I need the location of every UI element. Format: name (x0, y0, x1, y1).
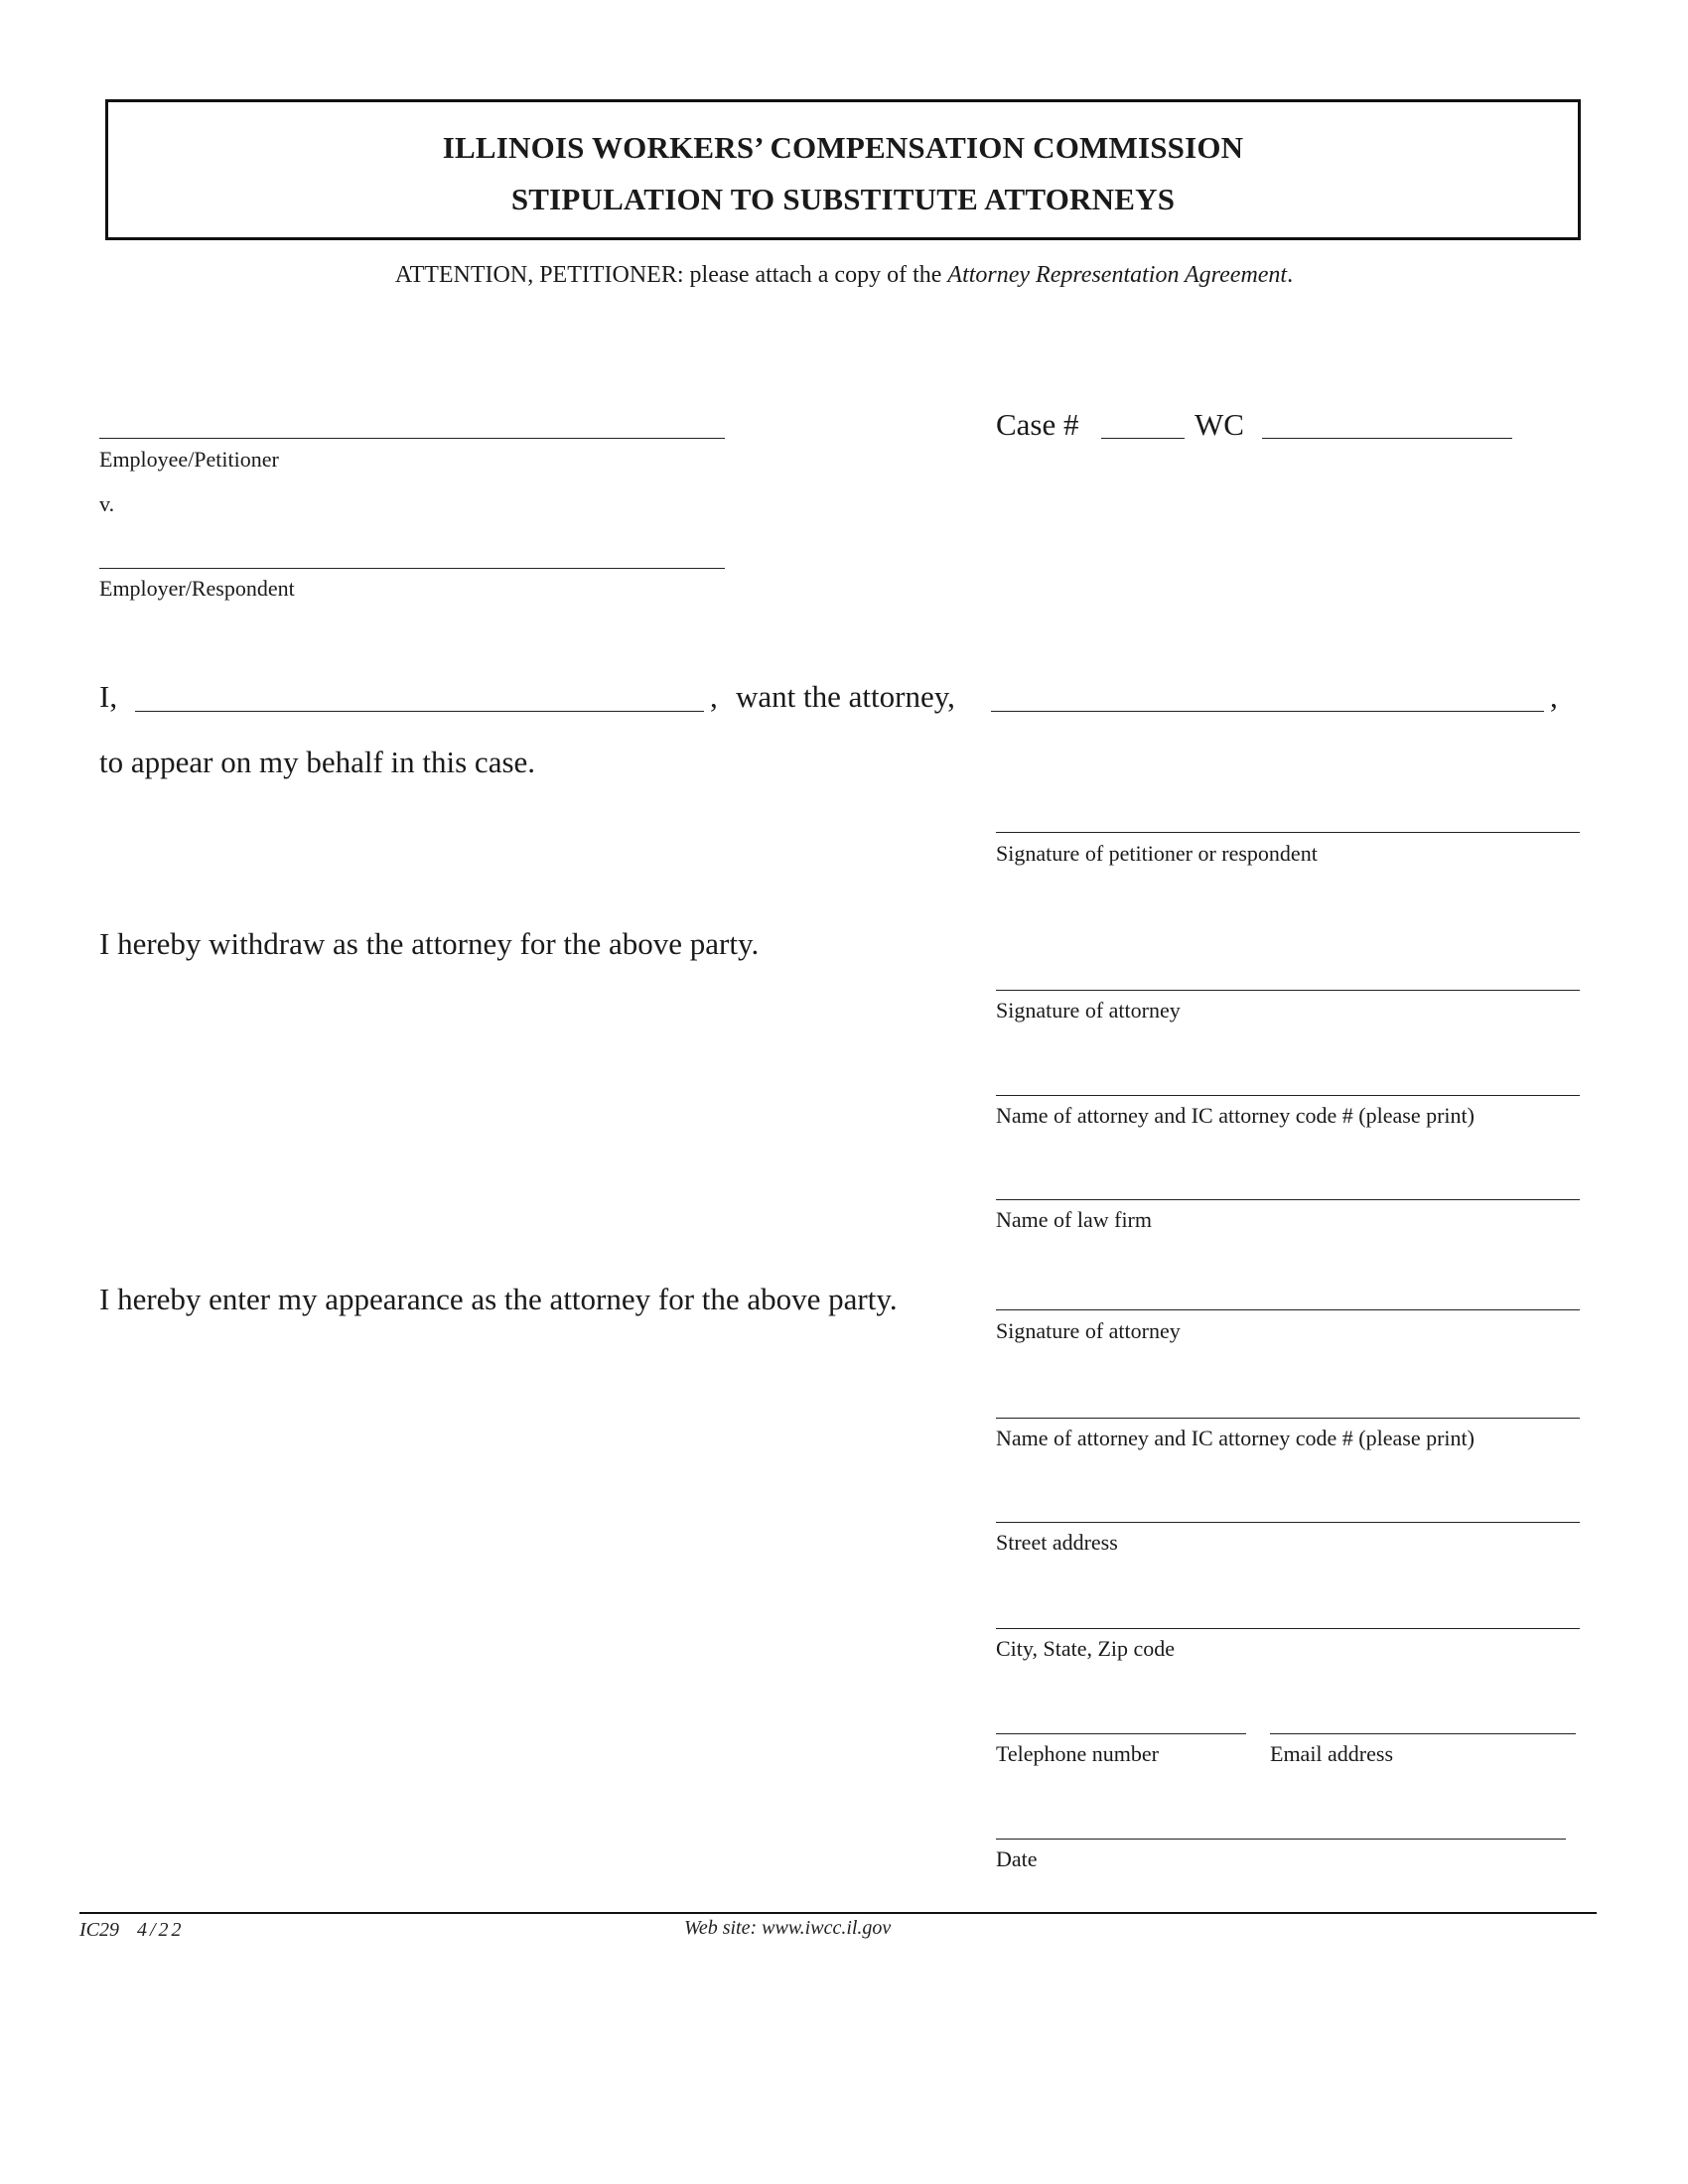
case-wc-number-field[interactable] (1262, 438, 1512, 439)
withdraw-statement: I hereby withdraw as the attorney for the above party. (99, 926, 760, 961)
form-code: IC29 (79, 1919, 119, 1941)
employer-respondent-label: Employer/Respondent (99, 576, 295, 601)
form-revision: 4/22 (137, 1919, 185, 1941)
date-label: Date (996, 1846, 1038, 1871)
email-label: Email address (1270, 1741, 1394, 1766)
employee-petitioner-label: Employee/Petitioner (99, 447, 279, 472)
form-header-box (105, 99, 1581, 240)
withdraw-law-firm-label: Name of law firm (996, 1207, 1152, 1232)
footer-divider (79, 1912, 1597, 1914)
case-number-label: Case # (996, 407, 1079, 442)
withdraw-law-firm-field[interactable] (996, 1199, 1580, 1200)
versus-label: v. (99, 491, 115, 516)
petitioner-signature-field[interactable] (996, 832, 1580, 833)
attorney-name-field[interactable] (991, 711, 1544, 712)
commission-title: ILLINOIS WORKERS’ COMPENSATION COMMISSION (442, 130, 1244, 165)
appear-behalf-text: to appear on my behalf in this case. (99, 745, 536, 779)
date-field[interactable] (996, 1839, 1566, 1840)
withdraw-attorney-signature-label: Signature of attorney (996, 998, 1181, 1023)
statement-i-label: I, (99, 679, 118, 714)
attention-document-name: Attorney Representation Agreement (947, 262, 1288, 288)
appearance-attorney-signature-field[interactable] (996, 1309, 1580, 1310)
city-state-zip-label: City, State, Zip code (996, 1636, 1176, 1661)
petitioner-signature-label: Signature of petitioner or respondent (996, 841, 1318, 866)
appearance-attorney-name-label: Name of attorney and IC attorney code # (please print) (996, 1426, 1475, 1450)
withdraw-attorney-name-label: Name of attorney and IC attorney code # (please print) (996, 1103, 1475, 1128)
city-state-zip-field[interactable] (996, 1628, 1580, 1629)
email-field[interactable] (1270, 1733, 1576, 1734)
telephone-label: Telephone number (996, 1741, 1160, 1766)
attention-suffix: . (1287, 262, 1294, 288)
appearance-statement: I hereby enter my appearance as the attorney for the above party. (99, 1282, 898, 1316)
statement-comma-1: , (710, 679, 718, 714)
appearance-attorney-name-field[interactable] (996, 1418, 1580, 1419)
website-link[interactable]: Web site: www.iwcc.il.gov (684, 1917, 892, 1939)
appearance-attorney-signature-label: Signature of attorney (996, 1318, 1181, 1343)
employee-petitioner-field[interactable] (99, 438, 725, 439)
withdraw-attorney-signature-field[interactable] (996, 990, 1580, 991)
statement-comma-2: , (1550, 679, 1558, 714)
wc-label: WC (1195, 407, 1244, 442)
attention-notice (0, 262, 1688, 289)
party-name-field[interactable] (135, 711, 704, 712)
case-year-field[interactable] (1101, 438, 1185, 439)
street-address-label: Street address (996, 1530, 1118, 1555)
employer-respondent-field[interactable] (99, 568, 725, 569)
attention-prefix: ATTENTION, PETITIONER: please attach a copy of the (394, 262, 948, 288)
street-address-field[interactable] (996, 1522, 1580, 1523)
telephone-field[interactable] (996, 1733, 1246, 1734)
want-attorney-text: want the attorney, (736, 679, 955, 714)
form-title: STIPULATION TO SUBSTITUTE ATTORNEYS (510, 182, 1176, 216)
withdraw-attorney-name-field[interactable] (996, 1095, 1580, 1096)
